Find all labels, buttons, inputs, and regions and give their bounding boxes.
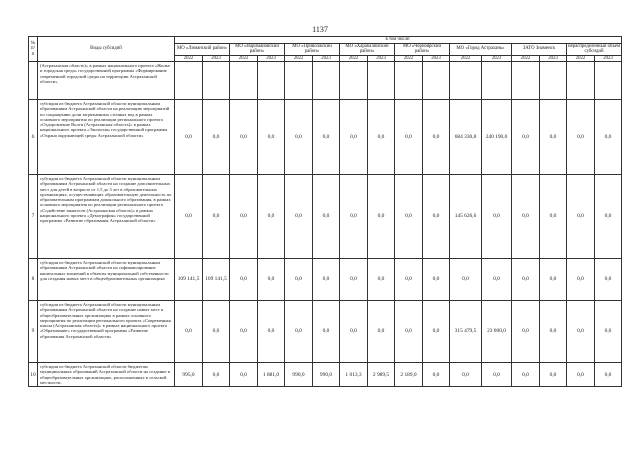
value-cell: 0,0 (395, 175, 423, 259)
value-cell: 0,0 (482, 175, 512, 259)
value-cell: 0,0 (175, 301, 203, 363)
header-mo-7: ЗАТО Знаменск (512, 43, 567, 55)
value-cell: 0,0 (285, 301, 313, 363)
value-cell: 0,0 (230, 259, 258, 301)
value-cell (395, 62, 423, 100)
subsidy-description: субсидия из бюджета Астраханской области бюджетам муниципальных образований Астраханской области на создание в общеобразовательных организациях, расположенных в сельской местности, (38, 363, 175, 387)
value-cell: 0,0 (175, 175, 203, 259)
value-cell: 0,0 (313, 175, 340, 259)
value-cell: 145 626,6 (450, 175, 482, 259)
value-cell (368, 62, 395, 100)
value-cell: 0,0 (540, 100, 567, 175)
header-number: № п/п (29, 37, 38, 62)
value-cell (340, 62, 368, 100)
header-year: 2022 (567, 55, 595, 62)
row-number: 10 (29, 363, 38, 387)
header-year: 2022 (230, 55, 258, 62)
table-row (29, 62, 622, 100)
header-year: 2023 (482, 55, 512, 62)
header-year: 2022 (512, 55, 540, 62)
value-cell: 0,0 (512, 175, 540, 259)
header-year: 2022 (175, 55, 203, 62)
value-cell: 0,0 (230, 363, 258, 387)
value-cell: 0,0 (313, 259, 340, 301)
table-row (29, 363, 622, 387)
subsidy-table (28, 36, 622, 387)
value-cell: 0,0 (258, 259, 285, 301)
value-cell: 0,0 (340, 259, 368, 301)
subsidy-description: субсидия из бюджета Астраханской области муниципальным образованиям Астраханской области на создание новых мест в общеобразовательных организациях в рамках основного мероприятия по реализации регионального проекта «Современная школа (Астраханская область)» в рамках национального проекта «Образование» государственной программы «Развитие образования Астраханской области» (38, 301, 175, 363)
value-cell (567, 62, 595, 100)
value-cell: 0,0 (540, 259, 567, 301)
page-number: 1137 (312, 25, 328, 34)
row-number: 7 (29, 175, 38, 259)
value-cell: 995,0 (175, 363, 203, 387)
header-year: 2023 (203, 55, 230, 62)
value-cell (258, 62, 285, 100)
value-cell: 0,0 (595, 175, 622, 259)
value-cell: 0,0 (540, 301, 567, 363)
value-cell: 0,0 (567, 259, 595, 301)
value-cell: 0,0 (203, 363, 230, 387)
header-year: 2023 (258, 55, 285, 62)
table-body (29, 62, 622, 387)
header-year: 2022 (340, 55, 368, 62)
value-cell: 684 330,8 (450, 100, 482, 175)
value-cell: 0,0 (313, 100, 340, 175)
table-row (29, 301, 622, 363)
value-cell: 0,0 (482, 259, 512, 301)
row-number: 6 (29, 100, 38, 175)
header-mo-4: МО «Харабалинский район» (340, 43, 395, 55)
header-mo-1: МО «Лиманский район» (175, 43, 230, 55)
value-cell: 0,0 (175, 100, 203, 175)
value-cell (595, 62, 622, 100)
value-cell: 990,0 (313, 363, 340, 387)
header-year: 2022 (450, 55, 482, 62)
value-cell: 0,0 (512, 100, 540, 175)
value-cell: 0,0 (482, 363, 512, 387)
value-cell: 0,0 (203, 100, 230, 175)
table-row (29, 100, 622, 175)
value-cell: 0,0 (368, 301, 395, 363)
header-year: 2023 (368, 55, 395, 62)
value-cell: 315 479,5 (450, 301, 482, 363)
value-cell: 109 141,5 (203, 259, 230, 301)
subsidy-description: субсидия из бюджета Астраханской области муниципальным образованиям Астраханской области на реализацию мероприятий по сокращению доли загрязненных сточных вод в рамках основного мероприятия по реализации регионального проекта «Оздоровление Волги (Астраханская область)» в рамках национального проекта «Экология» государственной программы «Охрана окружающей среды Астраханской области» (38, 100, 175, 175)
value-cell: 0,0 (203, 301, 230, 363)
value-cell: 0,0 (285, 175, 313, 259)
subsidy-description: (Астраханская область)» в рамках национального проекта «Жилье и городская среда» государственной программы «Формирование современной городской среды на территории Астраханской области» (38, 62, 175, 100)
value-cell (175, 62, 203, 100)
header-including: в том числе: (175, 37, 622, 44)
value-cell: 0,0 (567, 301, 595, 363)
value-cell: 240 190,0 (482, 100, 512, 175)
value-cell: 0,0 (567, 175, 595, 259)
value-cell (512, 62, 540, 100)
value-cell: 0,0 (368, 259, 395, 301)
table-row (29, 259, 622, 301)
value-cell: 0,0 (395, 100, 423, 175)
value-cell: 0,0 (512, 363, 540, 387)
header-year: 2022 (285, 55, 313, 62)
value-cell (423, 62, 450, 100)
value-cell (203, 62, 230, 100)
value-cell: 0,0 (340, 175, 368, 259)
value-cell (313, 62, 340, 100)
value-cell: 0,0 (540, 175, 567, 259)
header-year: 2022 (395, 55, 423, 62)
value-cell: 0,0 (512, 259, 540, 301)
value-cell: 0,0 (395, 301, 423, 363)
value-cell (482, 62, 512, 100)
value-cell: 0,0 (512, 301, 540, 363)
value-cell: 0,0 (230, 100, 258, 175)
value-cell: 0,0 (368, 175, 395, 259)
value-cell: 0,0 (423, 100, 450, 175)
subsidy-description: субсидия из бюджета Астраханской области муниципальным образованиям Астраханской области на софинансирование капитальных вложений в объекты муниципальной собственности для создания новых мест в общеобразовательных организациях (38, 259, 175, 301)
value-cell: 0,0 (258, 301, 285, 363)
value-cell: 0,0 (595, 100, 622, 175)
value-cell: 2 989,5 (368, 363, 395, 387)
value-cell: 0,0 (285, 100, 313, 175)
header-mo-3: МО «Приволжский район» (285, 43, 340, 55)
header-subsidy-type: Виды субсидий (38, 37, 175, 62)
value-cell: 0,0 (230, 175, 258, 259)
value-cell: 0,0 (567, 363, 595, 387)
value-cell: 0,0 (423, 259, 450, 301)
value-cell: 990,0 (285, 363, 313, 387)
header-year: 2023 (423, 55, 450, 62)
value-cell: 109 141,5 (175, 259, 203, 301)
value-cell: 0,0 (595, 301, 622, 363)
value-cell: 0,0 (340, 301, 368, 363)
header-year: 2023 (595, 55, 622, 62)
header-mo-6: МО «Город Астрахань» (450, 43, 512, 55)
value-cell: 0,0 (540, 363, 567, 387)
row-number: 8 (29, 259, 38, 301)
value-cell: 0,0 (395, 259, 423, 301)
value-cell: 23 000,0 (482, 301, 512, 363)
header-mo-8: нераспределенный объем субсидий (568, 43, 620, 55)
value-cell: 0,0 (313, 301, 340, 363)
value-cell: 0,0 (258, 100, 285, 175)
value-cell: 0,0 (368, 100, 395, 175)
value-cell: 0,0 (230, 301, 258, 363)
header-mo-5: МО «Черноярский район» (395, 43, 450, 55)
value-cell: 0,0 (595, 259, 622, 301)
value-cell: 0,0 (450, 363, 482, 387)
value-cell: 1 013,3 (340, 363, 368, 387)
row-number (29, 62, 38, 100)
value-cell: 0,0 (423, 175, 450, 259)
value-cell: 0,0 (340, 100, 368, 175)
value-cell: 0,0 (423, 363, 450, 387)
value-cell: 0,0 (567, 100, 595, 175)
value-cell: 0,0 (285, 259, 313, 301)
value-cell: 2 189,0 (395, 363, 423, 387)
value-cell: 0,0 (203, 175, 230, 259)
value-cell: 0,0 (595, 363, 622, 387)
value-cell: 0,0 (423, 301, 450, 363)
subsidy-description: субсидия из бюджета Астраханской области муниципальным образованиям Астраханской области на создание дополнительных мест для детей в возрасте от 1,5 до 3 лет в образовательных организациях, осуществляющих образовательную деятельность по образовательным программам дошкольного образования, в рамках основного мероприятия по реализации регионального проекта «Содействие занятости (Астраханская область)» в рамках национального проекта «Демография» государственной программы «Развитие образования Астраханской области» (38, 175, 175, 259)
value-cell (230, 62, 258, 100)
header-year: 2023 (540, 55, 567, 62)
value-cell: 0,0 (450, 259, 482, 301)
header-mo-2: МО «Наримановский район» (230, 43, 285, 55)
value-cell: 1 881,0 (258, 363, 285, 387)
table-row (29, 175, 622, 259)
value-cell (285, 62, 313, 100)
row-number: 9 (29, 301, 38, 363)
value-cell (450, 62, 482, 100)
value-cell (540, 62, 567, 100)
value-cell: 0,0 (258, 175, 285, 259)
header-year: 2023 (313, 55, 340, 62)
